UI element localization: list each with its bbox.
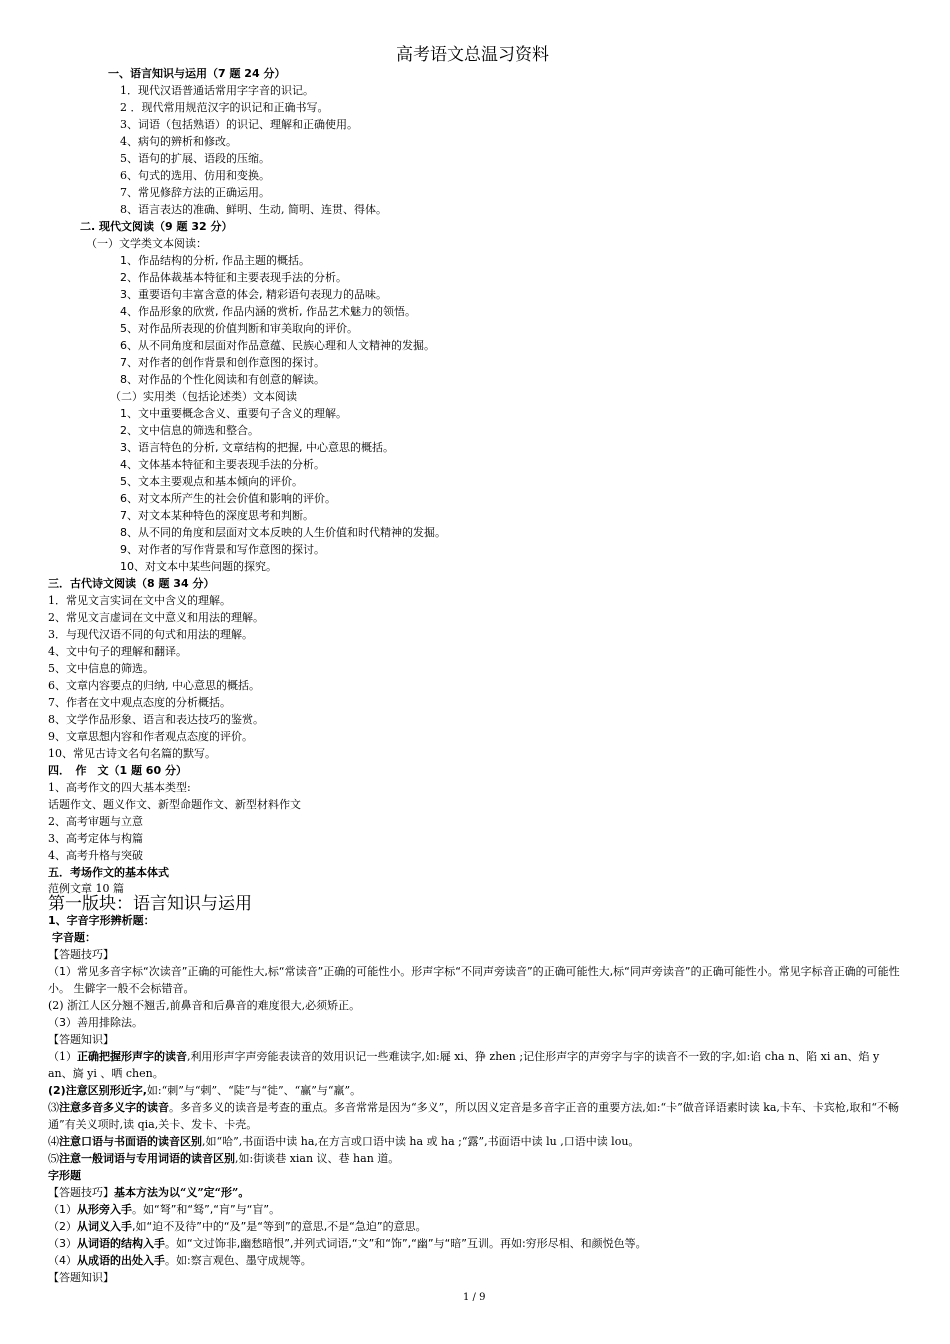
list-item: 8、语言表达的准确、鲜明、生动, 简明、连贯、得体。: [120, 203, 387, 216]
list-item: 3、语言特色的分析, 文章结构的把握, 中心意思的概括。: [120, 441, 394, 454]
list-item: 9、对作者的写作背景和写作意图的探讨。: [120, 543, 325, 556]
section-2-heading: 二. 现代文阅读（9 题 32 分）: [80, 220, 233, 233]
section-5-note: 范例文章 10 篇: [48, 882, 124, 895]
list-item: 4、高考升格与突破: [48, 849, 143, 862]
section-5-heading: 五．考场作文的基本体式: [48, 866, 169, 879]
subsection-heading: （一）文学类文本阅读：: [86, 237, 207, 250]
tips-paragraph-2: (2) 浙江人区分翘不翘舌,前鼻音和后鼻音的难度很大,必须矫正。: [48, 999, 361, 1012]
list-item: 6、句式的选用、仿用和变换。: [120, 169, 270, 182]
list-item: 3、词语（包括熟语）的识记、理解和正确使用。: [120, 118, 358, 131]
tips-paragraph-3: （3）善用排除法。: [48, 1016, 143, 1029]
list-item: 8、从不同的角度和层面对文本反映的人生价值和时代精神的发掘。: [120, 526, 446, 539]
knowledge-paragraph-4: ⑷注意口语与书面语的读音区别,如“哈”,书面语中读 ha,在方言或口语中读 ha 或 ha ;“露”,书面语中读 lu ,口语中读 lou。: [48, 1135, 640, 1148]
list-item: 6、对文本所产生的社会价值和影响的评价。: [120, 492, 336, 505]
tips-paragraph-1: （1）常见多音字标“次读音”正确的可能性大,标“常读音”正确的可能性小。形声字标“不同声旁读音”的正确可能性大,标“同声旁读音”的正确可能性小。常见字标音正确的可能性小。 生僻字一般不会标错音。: [48, 965, 900, 995]
list-item: 1、文中重要概念含义、重要句子含义的理解。: [120, 407, 347, 420]
zixing-item-4: （4）从成语的出处入手。如:察言观色、墨守成规等。: [48, 1254, 312, 1267]
list-item: 2、常见文言虚词在文中意义和用法的理解。: [48, 611, 264, 624]
list-item: 4、病句的辨析和修改。: [120, 135, 237, 148]
list-item: 2、作品体裁基本特征和主要表现手法的分析。: [120, 271, 347, 284]
zixing-item-2: （2）从词义入手,如“迫不及待”中的“及”是“等到”的意思,不是“急迫”的意思。: [48, 1220, 427, 1233]
list-item: 6、文章内容要点的归纳, 中心意思的概括。: [48, 679, 260, 692]
page-number: 1 / 9: [463, 1292, 486, 1303]
list-item: 10、对文本中某些问题的探究。: [120, 560, 277, 573]
section-1-heading: 一、语言知识与运用（7 题 24 分）: [108, 67, 286, 80]
list-item: 10、常见古诗文名句名篇的默写。: [48, 747, 216, 760]
list-item: 1、高考作文的四大基本类型:: [48, 781, 191, 794]
list-item: 2、高考审题与立意: [48, 815, 143, 828]
list-item: 1、作品结构的分析, 作品主题的概括。: [120, 254, 310, 267]
list-item: 话题作文、题义作文、新型命题作文、新型材料作文: [48, 798, 301, 811]
list-item: 9、文章思想内容和作者观点态度的评价。: [48, 730, 253, 743]
page-title: 高考语文总温习资料: [396, 45, 549, 65]
list-item: 2、文中信息的筛选和整合。: [120, 424, 259, 437]
question-heading: 1、字音字形辨析题：: [48, 914, 155, 927]
subheading-ziyin: 字音题：: [52, 931, 96, 944]
section-3-heading: 三．古代诗文阅读（8 题 34 分）: [48, 577, 215, 590]
knowledge-paragraph-5: ⑸注意一般词语与专用词语的读音区别,如:街谈巷 xian 议、巷 han 道。: [48, 1152, 400, 1165]
list-item: 1．常见文言实词在文中含义的理解。: [48, 594, 231, 607]
list-item: 5、文本主要观点和基本倾向的评价。: [120, 475, 303, 488]
list-item: 5、文中信息的筛选。: [48, 662, 154, 675]
list-item: 1．现代汉语普通话常用字字音的识记。: [120, 84, 314, 97]
list-item: 8、文学作品形象、语言和表达技巧的鉴赏。: [48, 713, 264, 726]
zixing-item-3: （3）从词语的结构入手。如“文过饰非,幽愁暗恨”,并列式词语,“文”和“饰”,“幽”与“暗”互训。再如:穷形尽相、和颜悦色等。: [48, 1237, 647, 1250]
knowledge-paragraph-1: （1）正确把握形声字的读音,利用形声字声旁能表读音的效用识记一些难读字,如:屣 xi、狰 zhen ;记住形声字的声旁字与字的读音不一致的字,如:谄 cha n、陷 xi an、焰 y an、旖 yi 、哂 chen。: [48, 1050, 880, 1080]
list-item: 4、作品形象的欣赏, 作品内涵的赏析, 作品艺术魅力的领悟。: [120, 305, 416, 318]
list-item: 7、对作者的创作背景和创作意图的探讨。: [120, 356, 325, 369]
part-1-heading: 第一版块：语言知识与运用: [48, 894, 252, 914]
list-item: 3、重要语句丰富含意的体会, 精彩语句表现力的品味。: [120, 288, 387, 301]
list-item: 4、文体基本特征和主要表现手法的分析。: [120, 458, 325, 471]
subheading-zixing: 字形题: [48, 1169, 81, 1182]
list-item: 4、文中句子的理解和翻译。: [48, 645, 187, 658]
section-4-heading: 四． 作 文（1 题 60 分）: [48, 764, 187, 777]
zixing-item-1: （1）从形旁入手。如“弩”和“驽”,“肓”与“盲”。: [48, 1203, 281, 1216]
knowledge-paragraph-2: (2)注意区别形近字,如:“刺”与“剌”、“陡”与“徙”、“赢”与“羸”。: [48, 1084, 362, 1097]
knowledge-label: 【答题知识】: [48, 1033, 114, 1046]
list-item: 3、高考定体与构篇: [48, 832, 143, 845]
list-item: 8、对作品的个性化阅读和有创意的解读。: [120, 373, 325, 386]
subsection-heading: （二）实用类（包括论述类）文本阅读: [110, 390, 297, 403]
list-item: 7、对文本某种特色的深度思考和判断。: [120, 509, 314, 522]
list-item: 5、语句的扩展、语段的压缩。: [120, 152, 270, 165]
list-item: 7、作者在文中观点态度的分析概括。: [48, 696, 231, 709]
list-item: 3．与现代汉语不同的句式和用法的理解。: [48, 628, 253, 641]
list-item: 2 ．现代常用规范汉字的识记和正确书写。: [120, 101, 329, 114]
list-item: 6、从不同角度和层面对作品意蕴、民族心理和人文精神的发掘。: [120, 339, 435, 352]
zixing-knowledge-label: 【答题知识】: [48, 1271, 114, 1284]
list-item: 5、对作品所表现的价值判断和审美取向的评价。: [120, 322, 358, 335]
zixing-tips: 【答题技巧】基本方法为以“义”定“形”。: [48, 1186, 250, 1199]
tips-label: 【答题技巧】: [48, 948, 114, 961]
list-item: 7、常见修辞方法的正确运用。: [120, 186, 270, 199]
knowledge-paragraph-3: ⑶注意多音多义字的读音。多音多义的读音是考查的重点。多音常常是因为“多义”，所以因义定音是多音字正音的重要方法,如:“卡”做音译语素时读 ka,卡车、卡宾枪,取和“不畅通”有关义项时,读 qia,关卡、发卡、卡壳。: [48, 1101, 900, 1131]
